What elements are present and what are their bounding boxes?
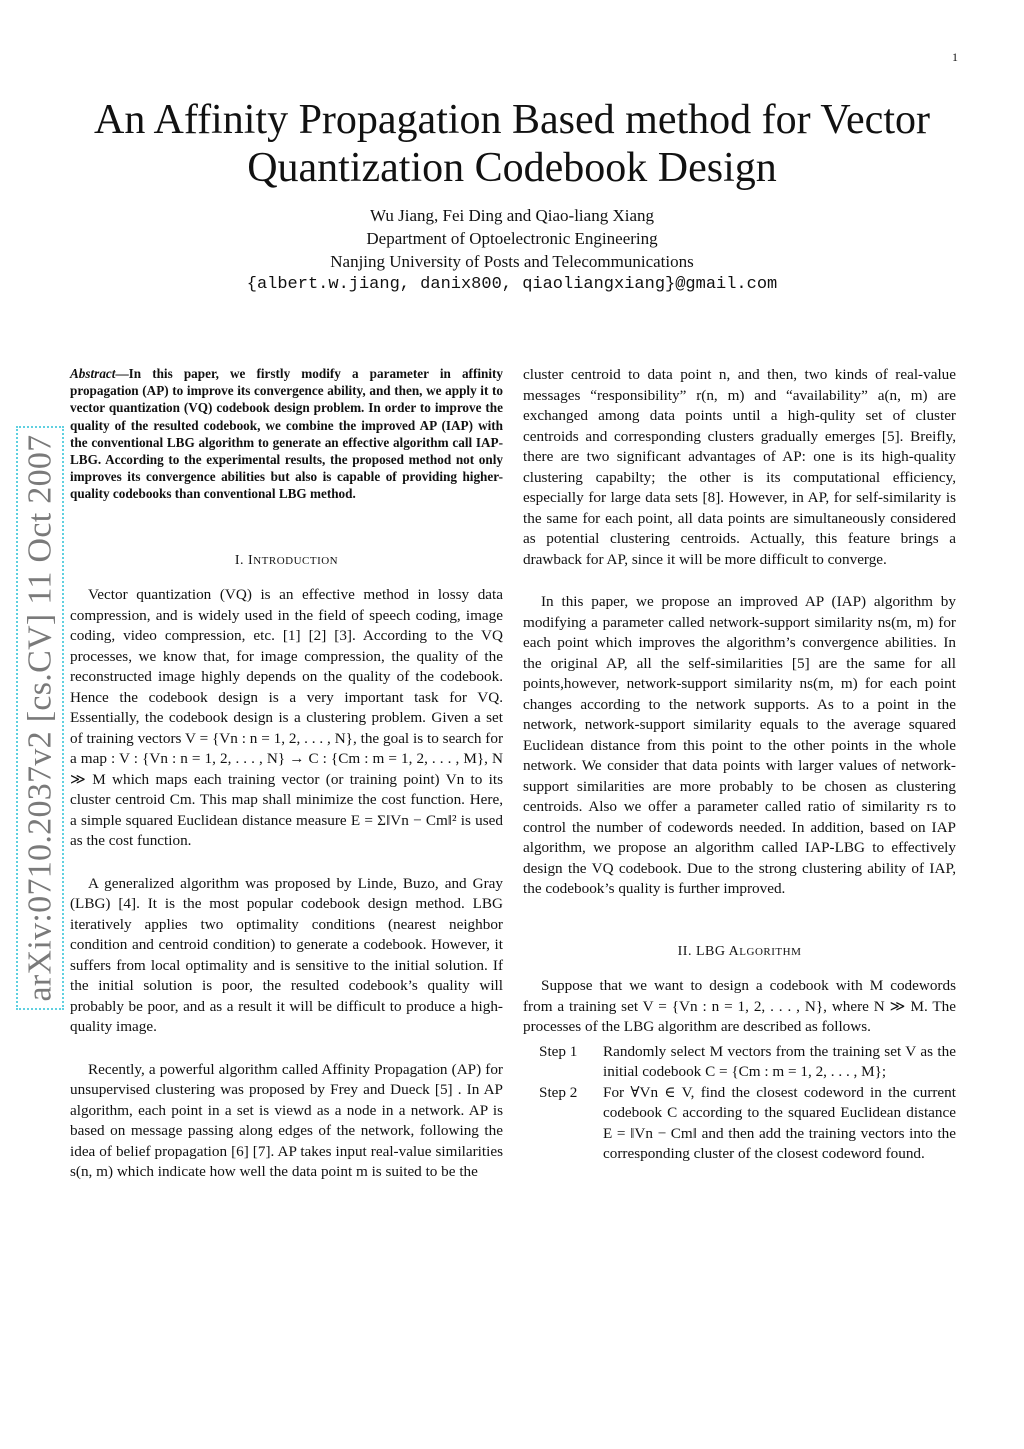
section-title-initial: LBG A <box>695 943 740 959</box>
author-emails: {albert.w.jiang, danix800, qiaoliangxiang}@gmail.com <box>246 275 778 294</box>
author-university: Nanjing University of Posts and Telecommunications <box>330 252 694 271</box>
lbg-steps-list <box>523 1042 956 1165</box>
section-heading-introduction <box>70 551 503 572</box>
intro-paragraph-3-continued: cluster centroid to data point n, and then, two kinds of real-value messages “responsibility” r(n, m) and “availability” a(n, m) are exchanged among data points until a high-qulity set of cluster centroids and corresponding clusters gradually emerges [5]. Breifly, there are two significant advantages of AP: one is its high-quality clustering capabilty; the other is its computational efficiency, especially for large data sets [8]. However, in AP, for self-similarity is the same for each point, all data points are simultaneously considered as potential clustering centroids. Actually, this feature brings a drawback for AP, since it will be more difficult to converge. <box>523 366 956 568</box>
intro-paragraph-4: In this paper, we propose an improved AP (IAP) algorithm by modifying a parameter called network-support similarity ns(m, m) for each point which improves the algorithm’s convergence abilities. In the original AP, all the self-similarities [5] are the same for all points,however, network-support similarity ns(m, m) for each point changes according to the network supports. As to a point in the network, network-support similarity equals to the average squared Euclidean distance from this point to the other points in the whole network. We consider that data points with larger values of network-support similarities are more probably to be chosen as clustering centroids. Also we offer a parameter called ratio of similarity rs to control the number of codewords needed. In addition, based on IAP algorithm, we propose an algorithm called IAP-LBG to effectively design the VQ codebook. Due to the strong clustering ability of IAP, the codebook’s quality is further improved. <box>523 593 956 897</box>
list-item <box>523 1042 956 1083</box>
abstract-text: —In this paper, we firstly modify a parameter in affinity propagation (AP) to improve its convergence ability, and then, we apply it to vector quantization (VQ) codebook design problem. In order to improve the quality of the resulted codebook, we combine the improved AP (IAP) with the conventional LBG algorithm to generate an effective algorithm call IAP-LBG. According to the experimental results, the proposed method not only improves its convergence abilities but also is capable of providing higher-quality codebooks than conventional LBG method. <box>70 366 503 502</box>
section-number: II. <box>677 943 692 959</box>
step-text: Randomly select M vectors from the training set V as the initial codebook C = {Cm : m = 1, 2, . . . , M}; <box>603 1042 956 1080</box>
list-item <box>523 1083 956 1165</box>
left-column <box>70 365 503 1183</box>
author-department: Department of Optoelectronic Engineering <box>366 229 658 248</box>
step-label: Step 2 <box>539 1083 578 1101</box>
right-column <box>523 365 956 1165</box>
intro-paragraph-3: Recently, a powerful algorithm called Affinity Propagation (AP) for unsupervised clustering was proposed by Frey and Dueck [5] . In AP algorithm, each point in a set is viewd as a node in a network. AP is based on message passing along edges of the network, following the idea of belief propagation [6] [7]. AP takes input real-value similarities s(n, m) which indicate how well the data point m is suited to be the <box>70 1060 503 1181</box>
lbg-paragraph-1: Suppose that we want to design a codebook with M codewords from a training set V = {Vn : n = 1, 2, . . . , N}, where N ≫ M. The processes of the LBG algorithm are described as follows. <box>523 977 956 1035</box>
section-number: I. <box>234 552 245 568</box>
section-heading-lbg <box>523 942 956 963</box>
arxiv-identifier-stamp <box>16 426 64 1010</box>
page-number: 1 <box>952 50 958 64</box>
section-title-initial: I <box>248 552 254 568</box>
author-block <box>160 204 864 296</box>
abstract <box>70 365 503 503</box>
intro-paragraph-1: Vector quantization (VQ) is an effective method in lossy data compression, and is widely used in the field of speech coding, image coding, video compression, etc. [1] [2] [3]. According to the VQ processes, we know that, for image compression, the quality of the reconstructed image highly depends on the quality of the codebook. Hence the codebook design is a very important task for VQ. Essentially, the codebook design is a clustering problem. Given a set of training vectors V = {Vn : n = 1, 2, . . . , N}, the goal is to search for a map : V : {Vn : n = 1, 2, . . . , N} → C : {Cm : m = 1, 2, . . . , M}, N ≫ M which maps each training vector (or training point) Vn to its cluster centroid Cm. This map shall minimize the cost function. Here, a simple squared Euclidean distance measure E = Σ‖Vn − Cm‖² is used as the cost function. <box>70 586 503 850</box>
step-text: For ∀Vn ∈ V, find the closest codeword in the current codebook C according to the squared Euclidean distance E = ‖Vn − Cm‖ and then add the training vectors into the corresponding cluster of the closest codeword found. <box>603 1083 956 1162</box>
step-label: Step 1 <box>539 1042 578 1060</box>
arxiv-id-text: arXiv:0710.2037v2 [cs.CV] 11 Oct 2007 <box>21 434 58 1002</box>
intro-paragraph-2: A generalized algorithm was proposed by Linde, Buzo, and Gray (LBG) [4]. It is the most popular codebook design method. LBG iteratively applies two optimality conditions (nearest neighbor condition and centroid condition) to generate a codebook. However, it suffers from local optimality and is sensitive to the initial solution. If the initial solution is poor, the resulted codebook’s quality will probably be poor, and as a result it will be difficult to produce a high-quality image. <box>70 874 503 1036</box>
section-title-rest: LGORITHM <box>739 945 802 958</box>
section-title-rest: NTRODUCTION <box>253 554 339 567</box>
paper-title: An Affinity Propagation Based method for Vector Quantization Codebook Design <box>94 97 930 191</box>
author-names: Wu Jiang, Fei Ding and Qiao-liang Xiang <box>369 206 654 225</box>
abstract-label: Abstract <box>70 366 116 381</box>
